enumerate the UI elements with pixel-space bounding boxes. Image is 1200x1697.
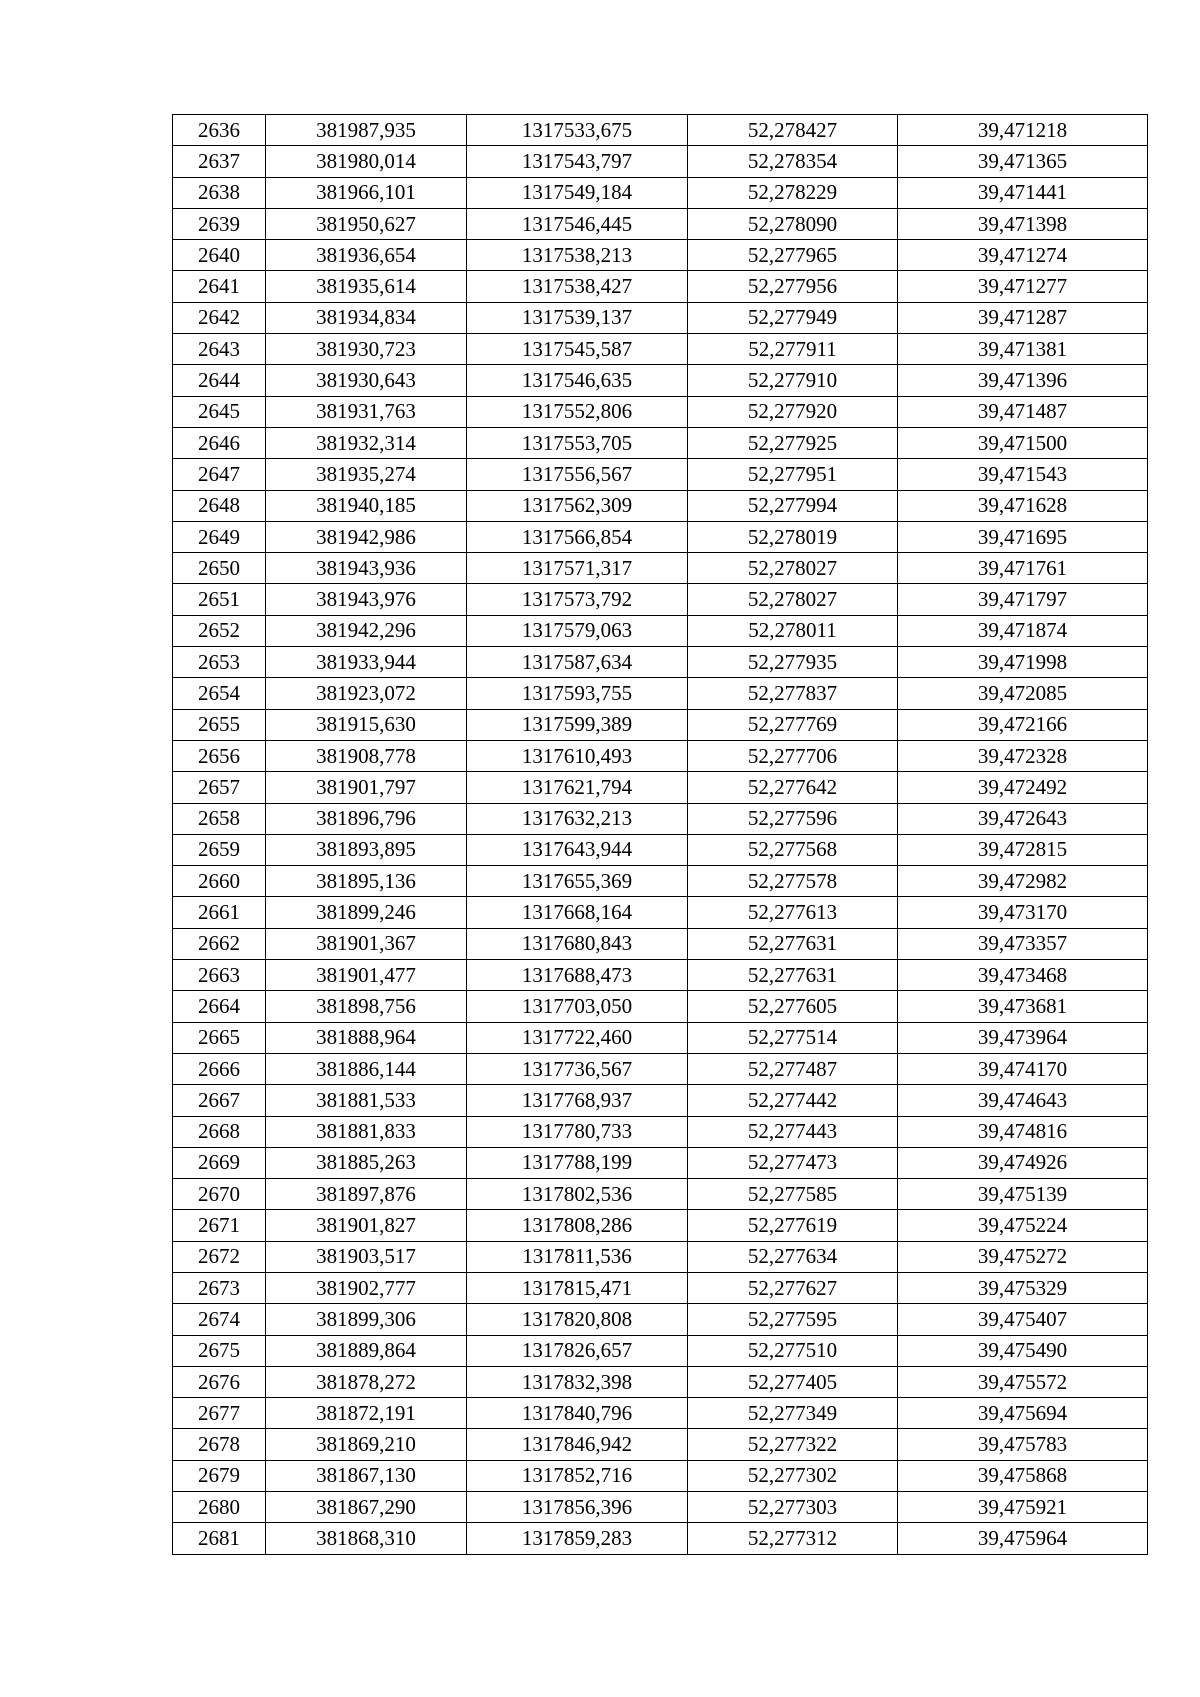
x-coordinate-cell: 381869,210: [266, 1429, 467, 1460]
point-number-cell: 2653: [173, 647, 266, 678]
x-coordinate-cell: 381895,136: [266, 866, 467, 897]
point-number-cell: 2677: [173, 1398, 266, 1429]
table-row: [173, 647, 1148, 678]
x-coordinate-cell: 381867,130: [266, 1460, 467, 1491]
latitude-cell: 52,278229: [688, 177, 898, 208]
point-number-cell: 2676: [173, 1366, 266, 1397]
longitude-cell: 39,471487: [898, 396, 1148, 427]
longitude-cell: 39,472328: [898, 740, 1148, 771]
point-number-cell: 2675: [173, 1335, 266, 1366]
point-number-cell: 2674: [173, 1304, 266, 1335]
x-coordinate-cell: 381872,191: [266, 1398, 467, 1429]
x-coordinate-cell: 381935,614: [266, 271, 467, 302]
longitude-cell: 39,471396: [898, 365, 1148, 396]
table-row: [173, 521, 1148, 552]
point-number-cell: 2649: [173, 521, 266, 552]
point-number-cell: 2647: [173, 459, 266, 490]
x-coordinate-cell: 381899,246: [266, 897, 467, 928]
x-coordinate-cell: 381923,072: [266, 678, 467, 709]
table-row: [173, 396, 1148, 427]
y-coordinate-cell: 1317820,808: [467, 1304, 688, 1335]
table-row: [173, 1210, 1148, 1241]
latitude-cell: 52,278090: [688, 208, 898, 239]
longitude-cell: 39,472166: [898, 709, 1148, 740]
table-row: [173, 991, 1148, 1022]
x-coordinate-cell: 381896,796: [266, 803, 467, 834]
latitude-cell: 52,277627: [688, 1272, 898, 1303]
point-number-cell: 2655: [173, 709, 266, 740]
x-coordinate-cell: 381901,797: [266, 772, 467, 803]
table-row: [173, 709, 1148, 740]
latitude-cell: 52,278027: [688, 553, 898, 584]
y-coordinate-cell: 1317538,213: [467, 240, 688, 271]
table-row: [173, 208, 1148, 239]
table-row: [173, 1022, 1148, 1053]
y-coordinate-cell: 1317788,199: [467, 1147, 688, 1178]
y-coordinate-cell: 1317610,493: [467, 740, 688, 771]
table-row: [173, 866, 1148, 897]
y-coordinate-cell: 1317815,471: [467, 1272, 688, 1303]
y-coordinate-cell: 1317545,587: [467, 334, 688, 365]
point-number-cell: 2638: [173, 177, 266, 208]
latitude-cell: 52,278427: [688, 115, 898, 146]
table-row: [173, 1179, 1148, 1210]
table-row: [173, 1147, 1148, 1178]
latitude-cell: 52,277951: [688, 459, 898, 490]
latitude-cell: 52,277965: [688, 240, 898, 271]
point-number-cell: 2672: [173, 1241, 266, 1272]
longitude-cell: 39,471277: [898, 271, 1148, 302]
y-coordinate-cell: 1317680,843: [467, 928, 688, 959]
x-coordinate-cell: 381987,935: [266, 115, 467, 146]
table-row: [173, 1429, 1148, 1460]
latitude-cell: 52,277487: [688, 1053, 898, 1084]
latitude-cell: 52,277302: [688, 1460, 898, 1491]
latitude-cell: 52,277634: [688, 1241, 898, 1272]
point-number-cell: 2678: [173, 1429, 266, 1460]
x-coordinate-cell: 381888,964: [266, 1022, 467, 1053]
table-row: [173, 1116, 1148, 1147]
latitude-cell: 52,277514: [688, 1022, 898, 1053]
longitude-cell: 39,472982: [898, 866, 1148, 897]
x-coordinate-cell: 381881,833: [266, 1116, 467, 1147]
y-coordinate-cell: 1317562,309: [467, 490, 688, 521]
longitude-cell: 39,475407: [898, 1304, 1148, 1335]
table-row: [173, 553, 1148, 584]
x-coordinate-cell: 381901,367: [266, 928, 467, 959]
y-coordinate-cell: 1317539,137: [467, 302, 688, 333]
table-row: [173, 1241, 1148, 1272]
x-coordinate-cell: 381908,778: [266, 740, 467, 771]
point-number-cell: 2646: [173, 427, 266, 458]
longitude-cell: 39,475783: [898, 1429, 1148, 1460]
table-row: [173, 1304, 1148, 1335]
x-coordinate-cell: 381885,263: [266, 1147, 467, 1178]
latitude-cell: 52,277642: [688, 772, 898, 803]
y-coordinate-cell: 1317856,396: [467, 1492, 688, 1523]
longitude-cell: 39,475139: [898, 1179, 1148, 1210]
point-number-cell: 2644: [173, 365, 266, 396]
y-coordinate-cell: 1317553,705: [467, 427, 688, 458]
latitude-cell: 52,277837: [688, 678, 898, 709]
x-coordinate-cell: 381943,936: [266, 553, 467, 584]
longitude-cell: 39,475224: [898, 1210, 1148, 1241]
longitude-cell: 39,475572: [898, 1366, 1148, 1397]
coordinate-table: [172, 114, 1148, 1555]
point-number-cell: 2650: [173, 553, 266, 584]
latitude-cell: 52,277920: [688, 396, 898, 427]
y-coordinate-cell: 1317538,427: [467, 271, 688, 302]
latitude-cell: 52,277349: [688, 1398, 898, 1429]
table-row: [173, 803, 1148, 834]
latitude-cell: 52,278011: [688, 615, 898, 646]
point-number-cell: 2645: [173, 396, 266, 427]
point-number-cell: 2679: [173, 1460, 266, 1491]
y-coordinate-cell: 1317811,536: [467, 1241, 688, 1272]
longitude-cell: 39,473964: [898, 1022, 1148, 1053]
x-coordinate-cell: 381886,144: [266, 1053, 467, 1084]
latitude-cell: 52,278354: [688, 146, 898, 177]
y-coordinate-cell: 1317621,794: [467, 772, 688, 803]
table-row: [173, 334, 1148, 365]
x-coordinate-cell: 381942,296: [266, 615, 467, 646]
x-coordinate-cell: 381881,533: [266, 1085, 467, 1116]
y-coordinate-cell: 1317587,634: [467, 647, 688, 678]
x-coordinate-cell: 381903,517: [266, 1241, 467, 1272]
latitude-cell: 52,277613: [688, 897, 898, 928]
latitude-cell: 52,277956: [688, 271, 898, 302]
point-number-cell: 2664: [173, 991, 266, 1022]
x-coordinate-cell: 381899,306: [266, 1304, 467, 1335]
y-coordinate-cell: 1317846,942: [467, 1429, 688, 1460]
y-coordinate-cell: 1317655,369: [467, 866, 688, 897]
point-number-cell: 2663: [173, 960, 266, 991]
latitude-cell: 52,277994: [688, 490, 898, 521]
x-coordinate-cell: 381901,477: [266, 960, 467, 991]
longitude-cell: 39,471287: [898, 302, 1148, 333]
table-row: [173, 678, 1148, 709]
y-coordinate-cell: 1317632,213: [467, 803, 688, 834]
point-number-cell: 2656: [173, 740, 266, 771]
latitude-cell: 52,277935: [688, 647, 898, 678]
point-number-cell: 2652: [173, 615, 266, 646]
x-coordinate-cell: 381889,864: [266, 1335, 467, 1366]
point-number-cell: 2668: [173, 1116, 266, 1147]
point-number-cell: 2642: [173, 302, 266, 333]
y-coordinate-cell: 1317552,806: [467, 396, 688, 427]
table-row: [173, 740, 1148, 771]
point-number-cell: 2657: [173, 772, 266, 803]
latitude-cell: 52,277910: [688, 365, 898, 396]
point-number-cell: 2662: [173, 928, 266, 959]
table-row: [173, 584, 1148, 615]
longitude-cell: 39,471218: [898, 115, 1148, 146]
latitude-cell: 52,277605: [688, 991, 898, 1022]
longitude-cell: 39,471274: [898, 240, 1148, 271]
x-coordinate-cell: 381931,763: [266, 396, 467, 427]
latitude-cell: 52,277312: [688, 1523, 898, 1554]
longitude-cell: 39,473468: [898, 960, 1148, 991]
point-number-cell: 2648: [173, 490, 266, 521]
x-coordinate-cell: 381942,986: [266, 521, 467, 552]
table-row: [173, 302, 1148, 333]
point-number-cell: 2636: [173, 115, 266, 146]
y-coordinate-cell: 1317566,854: [467, 521, 688, 552]
point-number-cell: 2669: [173, 1147, 266, 1178]
longitude-cell: 39,475272: [898, 1241, 1148, 1272]
longitude-cell: 39,471628: [898, 490, 1148, 521]
y-coordinate-cell: 1317579,063: [467, 615, 688, 646]
longitude-cell: 39,473357: [898, 928, 1148, 959]
latitude-cell: 52,277595: [688, 1304, 898, 1335]
longitude-cell: 39,471500: [898, 427, 1148, 458]
x-coordinate-cell: 381930,723: [266, 334, 467, 365]
longitude-cell: 39,474170: [898, 1053, 1148, 1084]
longitude-cell: 39,474643: [898, 1085, 1148, 1116]
longitude-cell: 39,473681: [898, 991, 1148, 1022]
y-coordinate-cell: 1317703,050: [467, 991, 688, 1022]
x-coordinate-cell: 381935,274: [266, 459, 467, 490]
longitude-cell: 39,471381: [898, 334, 1148, 365]
y-coordinate-cell: 1317832,398: [467, 1366, 688, 1397]
x-coordinate-cell: 381930,643: [266, 365, 467, 396]
x-coordinate-cell: 381868,310: [266, 1523, 467, 1554]
table-row: [173, 146, 1148, 177]
table-row: [173, 1366, 1148, 1397]
point-number-cell: 2670: [173, 1179, 266, 1210]
latitude-cell: 52,277706: [688, 740, 898, 771]
x-coordinate-cell: 381940,185: [266, 490, 467, 521]
latitude-cell: 52,277510: [688, 1335, 898, 1366]
table-row: [173, 1492, 1148, 1523]
latitude-cell: 52,277405: [688, 1366, 898, 1397]
latitude-cell: 52,277631: [688, 960, 898, 991]
point-number-cell: 2681: [173, 1523, 266, 1554]
table-row: [173, 897, 1148, 928]
point-number-cell: 2637: [173, 146, 266, 177]
table-row: [173, 1053, 1148, 1084]
point-number-cell: 2667: [173, 1085, 266, 1116]
table-row: [173, 834, 1148, 865]
x-coordinate-cell: 381932,314: [266, 427, 467, 458]
table-row: [173, 1272, 1148, 1303]
longitude-cell: 39,471998: [898, 647, 1148, 678]
longitude-cell: 39,475694: [898, 1398, 1148, 1429]
latitude-cell: 52,277585: [688, 1179, 898, 1210]
point-number-cell: 2671: [173, 1210, 266, 1241]
longitude-cell: 39,471543: [898, 459, 1148, 490]
y-coordinate-cell: 1317599,389: [467, 709, 688, 740]
x-coordinate-cell: 381878,272: [266, 1366, 467, 1397]
longitude-cell: 39,472085: [898, 678, 1148, 709]
longitude-cell: 39,475921: [898, 1492, 1148, 1523]
y-coordinate-cell: 1317736,567: [467, 1053, 688, 1084]
table-row: [173, 271, 1148, 302]
table-row: [173, 772, 1148, 803]
latitude-cell: 52,277769: [688, 709, 898, 740]
point-number-cell: 2659: [173, 834, 266, 865]
table-row: [173, 459, 1148, 490]
y-coordinate-cell: 1317859,283: [467, 1523, 688, 1554]
y-coordinate-cell: 1317593,755: [467, 678, 688, 709]
longitude-cell: 39,471398: [898, 208, 1148, 239]
longitude-cell: 39,473170: [898, 897, 1148, 928]
y-coordinate-cell: 1317802,536: [467, 1179, 688, 1210]
point-number-cell: 2654: [173, 678, 266, 709]
longitude-cell: 39,474926: [898, 1147, 1148, 1178]
y-coordinate-cell: 1317768,937: [467, 1085, 688, 1116]
x-coordinate-cell: 381897,876: [266, 1179, 467, 1210]
table-row: [173, 115, 1148, 146]
y-coordinate-cell: 1317668,164: [467, 897, 688, 928]
x-coordinate-cell: 381966,101: [266, 177, 467, 208]
longitude-cell: 39,475868: [898, 1460, 1148, 1491]
latitude-cell: 52,277949: [688, 302, 898, 333]
y-coordinate-cell: 1317808,286: [467, 1210, 688, 1241]
x-coordinate-cell: 381950,627: [266, 208, 467, 239]
latitude-cell: 52,277596: [688, 803, 898, 834]
longitude-cell: 39,474816: [898, 1116, 1148, 1147]
point-number-cell: 2639: [173, 208, 266, 239]
y-coordinate-cell: 1317533,675: [467, 115, 688, 146]
longitude-cell: 39,475329: [898, 1272, 1148, 1303]
x-coordinate-cell: 381943,976: [266, 584, 467, 615]
y-coordinate-cell: 1317549,184: [467, 177, 688, 208]
point-number-cell: 2640: [173, 240, 266, 271]
longitude-cell: 39,475964: [898, 1523, 1148, 1554]
latitude-cell: 52,277322: [688, 1429, 898, 1460]
longitude-cell: 39,472492: [898, 772, 1148, 803]
x-coordinate-cell: 381934,834: [266, 302, 467, 333]
longitude-cell: 39,475490: [898, 1335, 1148, 1366]
latitude-cell: 52,277925: [688, 427, 898, 458]
longitude-cell: 39,471695: [898, 521, 1148, 552]
x-coordinate-cell: 381902,777: [266, 1272, 467, 1303]
x-coordinate-cell: 381867,290: [266, 1492, 467, 1523]
table-row: [173, 177, 1148, 208]
point-number-cell: 2641: [173, 271, 266, 302]
table-row: [173, 1085, 1148, 1116]
y-coordinate-cell: 1317643,944: [467, 834, 688, 865]
x-coordinate-cell: 381936,654: [266, 240, 467, 271]
coordinate-table-body: [173, 115, 1148, 1555]
y-coordinate-cell: 1317826,657: [467, 1335, 688, 1366]
y-coordinate-cell: 1317780,733: [467, 1116, 688, 1147]
y-coordinate-cell: 1317556,567: [467, 459, 688, 490]
latitude-cell: 52,277631: [688, 928, 898, 959]
table-row: [173, 1460, 1148, 1491]
point-number-cell: 2661: [173, 897, 266, 928]
table-row: [173, 928, 1148, 959]
point-number-cell: 2643: [173, 334, 266, 365]
x-coordinate-cell: 381933,944: [266, 647, 467, 678]
table-row: [173, 427, 1148, 458]
y-coordinate-cell: 1317573,792: [467, 584, 688, 615]
latitude-cell: 52,277443: [688, 1116, 898, 1147]
y-coordinate-cell: 1317840,796: [467, 1398, 688, 1429]
y-coordinate-cell: 1317571,317: [467, 553, 688, 584]
y-coordinate-cell: 1317543,797: [467, 146, 688, 177]
table-row: [173, 615, 1148, 646]
latitude-cell: 52,277473: [688, 1147, 898, 1178]
x-coordinate-cell: 381898,756: [266, 991, 467, 1022]
latitude-cell: 52,278019: [688, 521, 898, 552]
latitude-cell: 52,277442: [688, 1085, 898, 1116]
table-row: [173, 1523, 1148, 1554]
table-row: [173, 365, 1148, 396]
table-row: [173, 1398, 1148, 1429]
table-row: [173, 960, 1148, 991]
point-number-cell: 2651: [173, 584, 266, 615]
table-row: [173, 1335, 1148, 1366]
table-row: [173, 490, 1148, 521]
point-number-cell: 2680: [173, 1492, 266, 1523]
y-coordinate-cell: 1317722,460: [467, 1022, 688, 1053]
point-number-cell: 2660: [173, 866, 266, 897]
longitude-cell: 39,471441: [898, 177, 1148, 208]
point-number-cell: 2673: [173, 1272, 266, 1303]
longitude-cell: 39,472643: [898, 803, 1148, 834]
x-coordinate-cell: 381893,895: [266, 834, 467, 865]
table-row: [173, 240, 1148, 271]
y-coordinate-cell: 1317546,635: [467, 365, 688, 396]
y-coordinate-cell: 1317546,445: [467, 208, 688, 239]
longitude-cell: 39,471874: [898, 615, 1148, 646]
longitude-cell: 39,471761: [898, 553, 1148, 584]
latitude-cell: 52,277568: [688, 834, 898, 865]
point-number-cell: 2666: [173, 1053, 266, 1084]
latitude-cell: 52,277578: [688, 866, 898, 897]
longitude-cell: 39,472815: [898, 834, 1148, 865]
latitude-cell: 52,277303: [688, 1492, 898, 1523]
latitude-cell: 52,277619: [688, 1210, 898, 1241]
point-number-cell: 2665: [173, 1022, 266, 1053]
y-coordinate-cell: 1317852,716: [467, 1460, 688, 1491]
x-coordinate-cell: 381901,827: [266, 1210, 467, 1241]
x-coordinate-cell: 381915,630: [266, 709, 467, 740]
point-number-cell: 2658: [173, 803, 266, 834]
latitude-cell: 52,277911: [688, 334, 898, 365]
longitude-cell: 39,471365: [898, 146, 1148, 177]
y-coordinate-cell: 1317688,473: [467, 960, 688, 991]
latitude-cell: 52,278027: [688, 584, 898, 615]
longitude-cell: 39,471797: [898, 584, 1148, 615]
x-coordinate-cell: 381980,014: [266, 146, 467, 177]
